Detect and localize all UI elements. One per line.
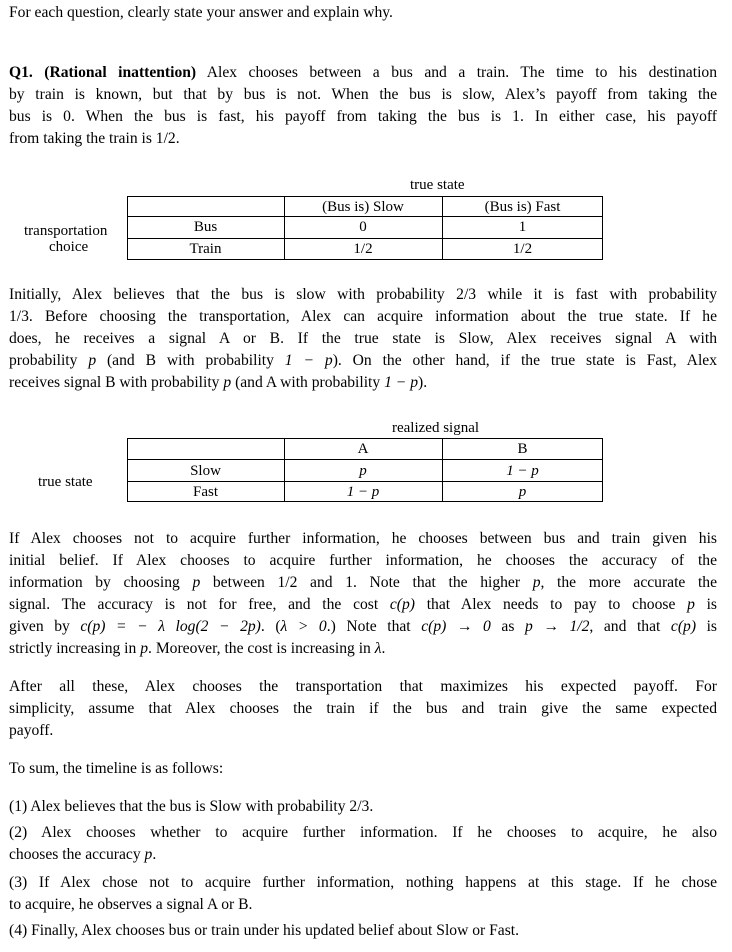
timeline-step-2: (2) Alex chooses whether to acquire further information. If he chooses to acquire, he also chooses the accuracy p. [9, 824, 717, 863]
table1-row-label-train: Train [189, 241, 222, 257]
table1-cell: 1/2 [512, 241, 533, 257]
table2-cell: p [518, 484, 527, 500]
question-1-heading: Q1. (Rational inattention) [9, 64, 197, 81]
timeline-step-1: (1) Alex believes that the bus is Slow with probability 2/3. [9, 798, 374, 815]
table2-group-header: realized signal [392, 420, 480, 436]
table2-row-label-slow: Slow [190, 463, 221, 479]
table2-cell: 1 − p [506, 463, 539, 479]
table1-row-group-label: transportation [24, 223, 108, 239]
table1-col-header-fast: (Bus is) Fast [484, 199, 561, 215]
information-cost-paragraph: If Alex chooses not to acquire further information, he chooses between bus and train given his initial belief. If Alex chooses to acquire further information, he chooses the accuracy of the information by choosing p between 1/2 and 1. Note that the higher p, the more accurate the signal. The accuracy is not for free, and the cost c(p) that Alex needs to pay to choose p is given by c(p) = − λ log(2 − 2p). (λ > 0.) Note that c(p) → 0 as p → 1/2, and that c(p) is strictly increasing in p. Moreover, the cost is increasing in λ. [9, 530, 718, 657]
table1-row-group-label-2: choice [49, 239, 89, 255]
q1-line-1: Q1. (Rational inattention) Alex chooses between a bus and a train. The time to his destination [9, 64, 717, 81]
table1-col-header-slow: (Bus is) Slow [322, 199, 404, 215]
table2-row-label-fast: Fast [192, 484, 218, 500]
table2-cell: 1 − p [346, 484, 380, 500]
payoff-maximization-paragraph: After all these, Alex chooses the transportation that maximizes his expected payoff. For simplicity, assume that Alex chooses the train if the bus and train give the same expected payoff. [9, 678, 717, 739]
question-1-intro: Q1. (Rational inattention) Alex chooses between a bus and a train. The time to his destination by train is known, but that by bus is not. When the bus is slow, Alex’s payoff from taking the bus is 0. When the bus is fast, his payoff from taking the bus is 1. In either case, his payoff from taking the train is 1/2. [9, 64, 717, 147]
timeline-intro: To sum, the timeline is as follows: [9, 760, 224, 777]
belief-and-signal-paragraph: Initially, Alex believes that the bus is slow with probability 2/3 while it is fast with probability 1/3. Before choosing the transportation, Alex can acquire information about the true state. If he does, he receives a signal A or B. If the true state is Slow, Alex receives signal A with probability p (and B with probability 1 − p). On the other hand, if the true state is Fast, Alex receives signal B with probability p (and A with probability 1 − p). [9, 286, 717, 391]
table2-col-header-a: A [357, 441, 369, 457]
table2-row-group-label: true state [38, 474, 93, 490]
instructions: For each question, clearly state your answer and explain why. [9, 4, 393, 21]
table2-cell: p [359, 463, 367, 479]
timeline-step-3: (3) If Alex chose not to acquire further information, nothing happens at this stage. If he chose to acquire, he observes a signal A or B. [9, 874, 717, 913]
table1-row-label-bus: Bus [193, 219, 218, 235]
table1-cell: 0 [359, 219, 367, 235]
timeline-step-4: (4) Finally, Alex chooses bus or train under his updated belief about Slow or Fast. [9, 922, 520, 939]
table1-cell: 1 [518, 219, 527, 235]
table1-cell: 1/2 [353, 241, 373, 257]
table2-col-header-b: B [517, 441, 528, 457]
table1-group-header: true state [410, 177, 465, 193]
